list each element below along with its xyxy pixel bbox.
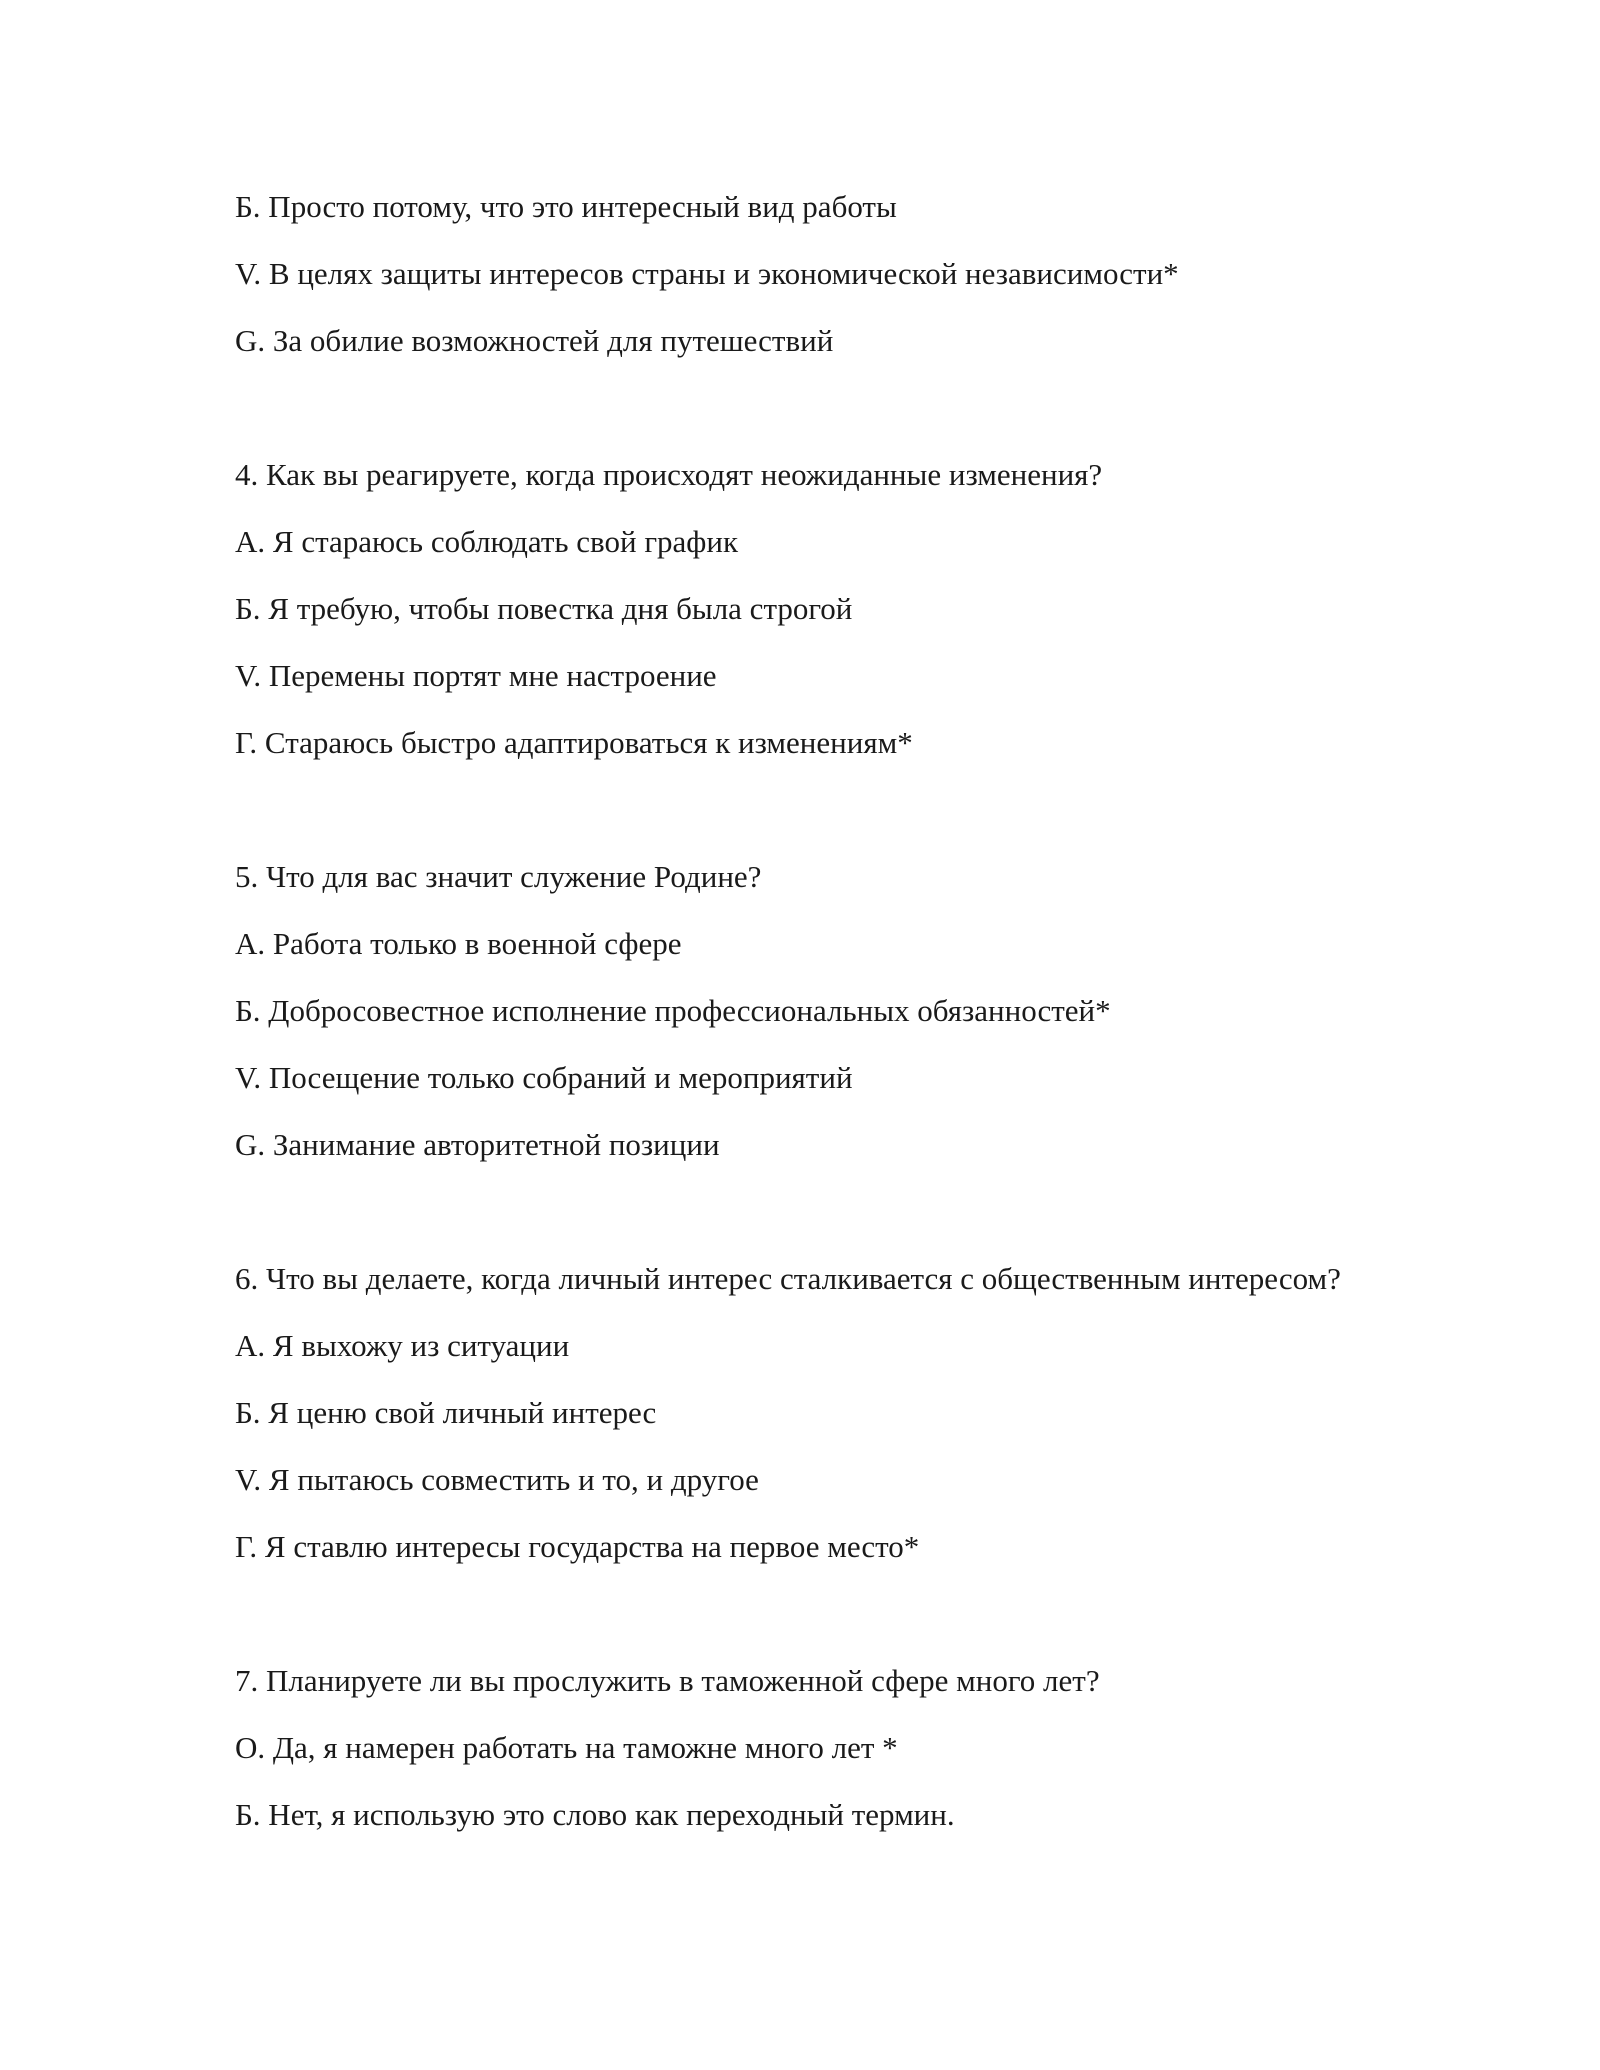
q6-option-g: Г. Я ставлю интересы государства на первое место* (235, 1529, 920, 1564)
q3-option-g: G. За обилие возможностей для путешествий (235, 323, 834, 358)
q4-option-a: А. Я стараюсь соблюдать свой график (235, 524, 739, 559)
q7-option-a: О. Да, я намерен работать на таможне много лет * (235, 1730, 898, 1765)
q5-option-b: Б. Добросовестное исполнение профессиональных обязанностей* (235, 993, 1111, 1028)
q3-option-v: V. В целях защиты интересов страны и экономической независимости* (235, 256, 1179, 291)
q7-question: 7. Планируете ли вы прослужить в таможенной сфере много лет? (235, 1663, 1100, 1698)
q5-option-a: А. Работа только в военной сфере (235, 926, 682, 961)
q5-option-v: V. Посещение только собраний и мероприятий (235, 1060, 853, 1095)
q5-question: 5. Что для вас значит служение Родине? (235, 859, 762, 894)
q4-option-v: V. Перемены портят мне настроение (235, 658, 717, 693)
q7-option-b: Б. Нет, я использую это слово как переходный термин. (235, 1797, 955, 1832)
q3-option-b: Б. Просто потому, что это интересный вид работы (235, 189, 897, 224)
q6-question: 6. Что вы делаете, когда личный интерес сталкивается с общественным интересом? (235, 1261, 1341, 1296)
q4-option-g: Г. Стараюсь быстро адаптироваться к изменениям* (235, 725, 913, 760)
q6-option-a: А. Я выхожу из ситуации (235, 1328, 570, 1363)
q6-option-b: Б. Я ценю свой личный интерес (235, 1395, 657, 1430)
q4-question: 4. Как вы реагируете, когда происходят неожиданные изменения? (235, 457, 1103, 492)
q4-option-b: Б. Я требую, чтобы повестка дня была строгой (235, 591, 853, 626)
q6-option-v: V. Я пытаюсь совместить и то, и другое (235, 1462, 759, 1497)
q5-option-g: G. Занимание авторитетной позиции (235, 1127, 720, 1162)
